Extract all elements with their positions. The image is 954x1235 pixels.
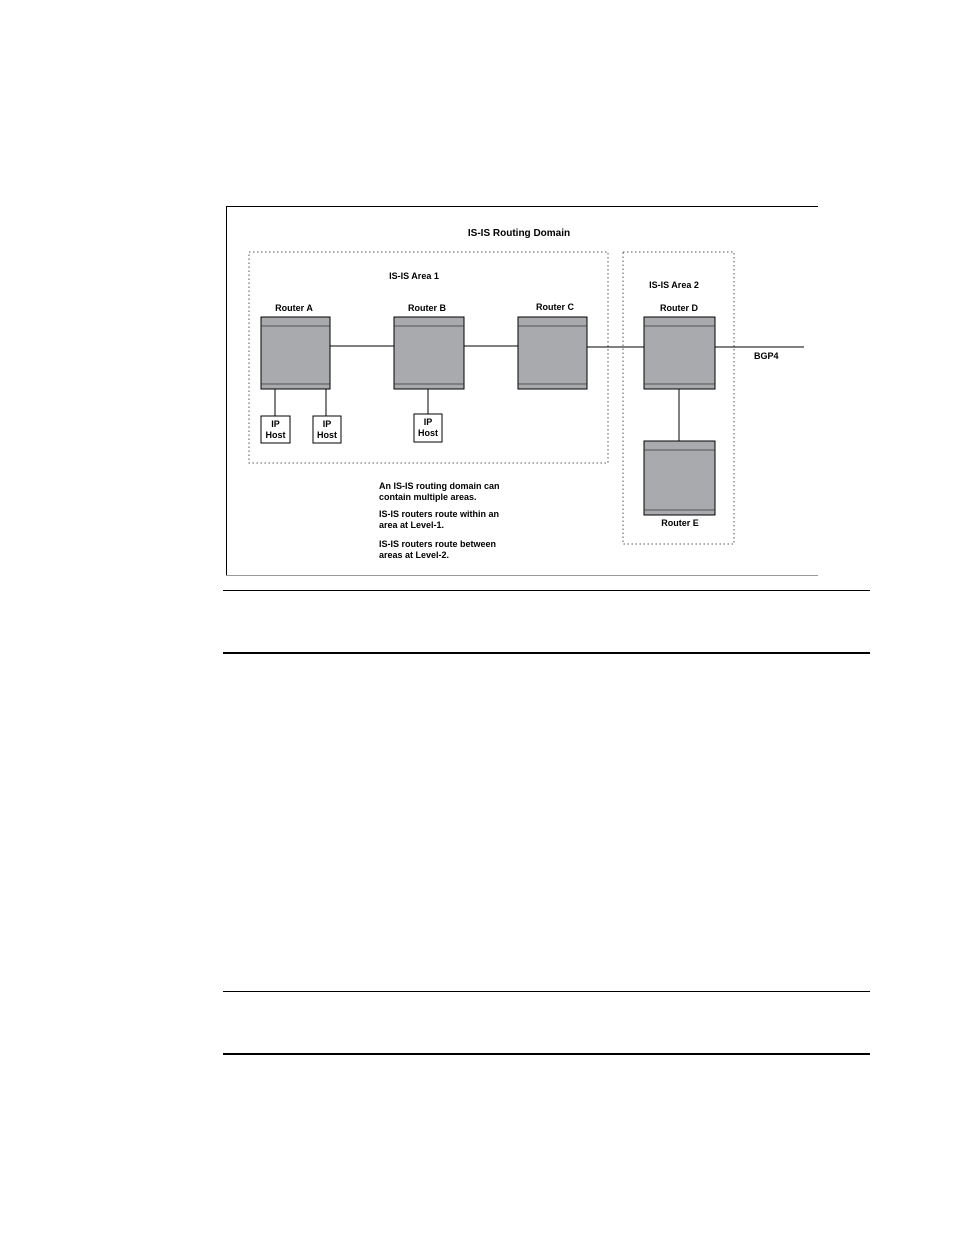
rule-lower-2: [223, 1053, 870, 1055]
router-e-label: Router E: [661, 518, 699, 528]
router-e: [644, 441, 715, 528]
note-3-line2: areas at Level-2.: [379, 550, 450, 560]
rule-upper-2: [223, 652, 870, 654]
note-3-line1: IS-IS routers route between: [379, 539, 497, 549]
ip-host-2: [313, 416, 341, 443]
note-1-line2: contain multiple areas.: [379, 492, 477, 502]
ip-host-2-line2: Host: [317, 430, 337, 440]
router-d: [644, 303, 715, 389]
router-d-label: Router D: [660, 303, 698, 313]
ip-host-1-line2: Host: [265, 430, 286, 440]
router-b-label: Router B: [408, 303, 446, 313]
note-2-line1: IS-IS routers route within an: [379, 509, 500, 519]
rule-upper-1: [223, 590, 870, 591]
router-c: [518, 302, 587, 389]
ip-host-1: [261, 416, 290, 443]
note-2-line2: area at Level-1.: [379, 520, 445, 530]
note-1-line1: An IS-IS routing domain can: [379, 481, 500, 491]
area-2-label: IS-IS Area 2: [649, 280, 699, 290]
figure-frame: [227, 207, 819, 576]
ip-host-3-line1: IP: [423, 417, 433, 427]
ip-host-1-line1: IP: [271, 419, 280, 429]
domain-title: IS-IS Routing Domain: [467, 228, 571, 239]
router-c-label: Router C: [536, 302, 574, 312]
ip-host-2-line1: IP: [322, 419, 332, 429]
router-a: [261, 303, 330, 389]
bgp4-label: BGP4: [754, 351, 779, 361]
rule-lower-1: [223, 991, 870, 992]
ip-host-3: [414, 414, 442, 442]
area-1-label: IS-IS Area 1: [389, 271, 439, 281]
diagram-notes: [379, 481, 500, 560]
router-b: [394, 303, 464, 389]
ip-host-3-line2: Host: [418, 428, 438, 438]
router-a-label: Router A: [275, 303, 313, 313]
is-is-routing-diagram: [226, 206, 818, 576]
